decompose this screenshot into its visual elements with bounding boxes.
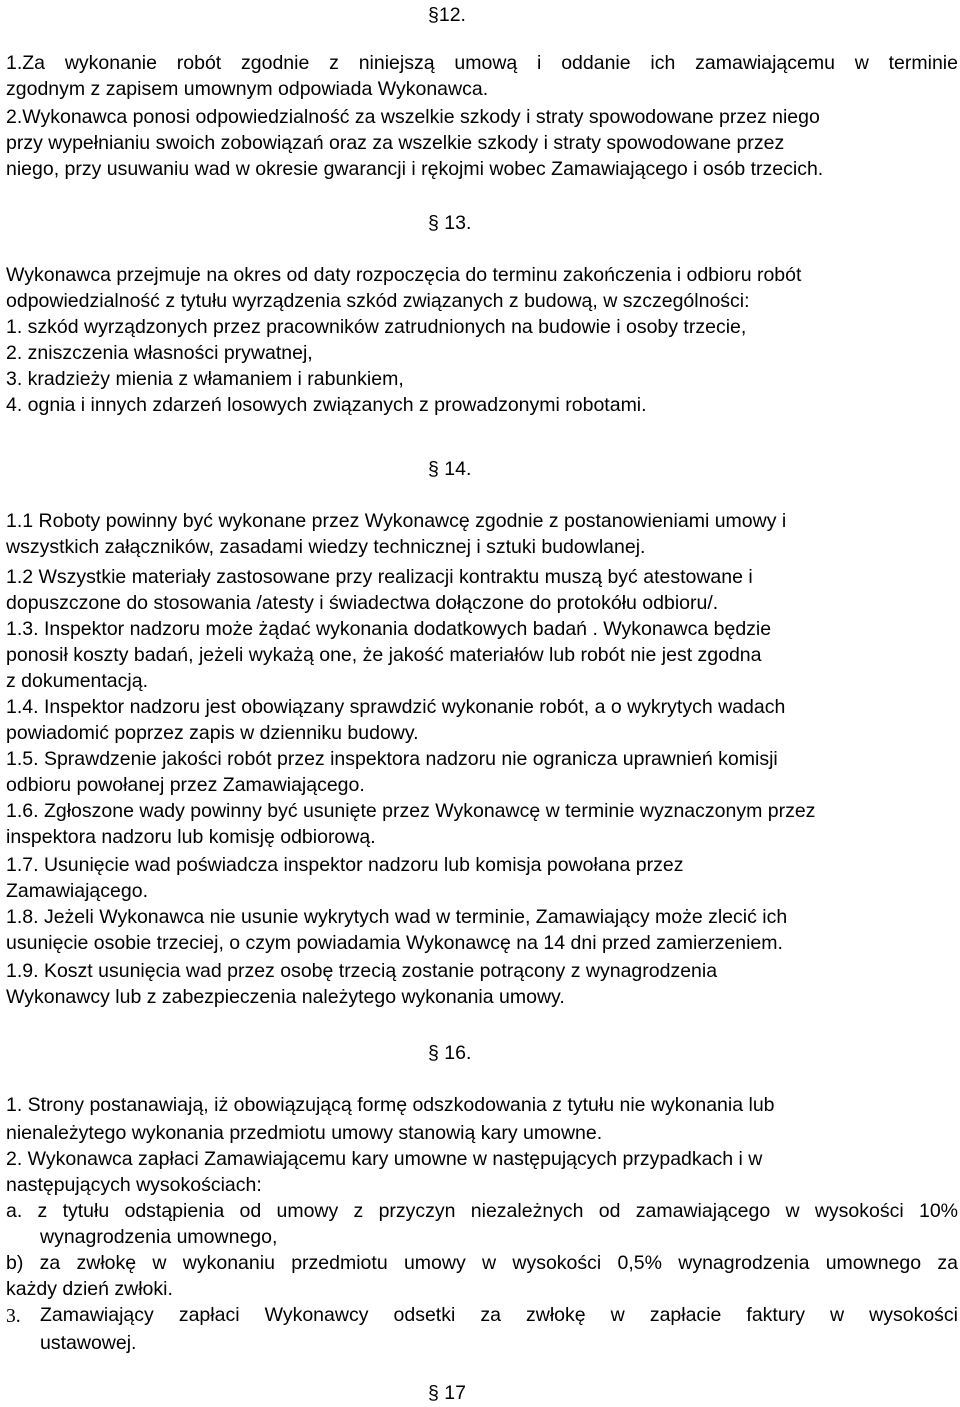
s14-line-2: wszystkich załączników, zasadami wiedzy technicznej i sztuki budowlanej. [6, 536, 646, 558]
section-17-heading: § 17 [428, 1382, 466, 1404]
s14-line-6: ponosił koszty badań, jeżeli wykażą one, że jakość materiałów lub robót nie jest zgodna [6, 644, 762, 666]
section-13-heading: § 13. [428, 212, 472, 234]
s16-line-2: nienależytego wykonania przedmiotu umowy stanowią kary umowne. [6, 1122, 603, 1144]
s14-line-13: inspektora nadzoru lub komisję odbiorową. [6, 826, 376, 848]
s16-item-3-line-2: ustawowej. [40, 1332, 137, 1354]
s13-line-2: odpowiedzialność z tytułu wyrządzenia szkód związanych z budową, w szczególności: [6, 290, 750, 312]
s16-item-3-line-1: Zamawiający zapłaci Wykonawcy odsetki za zwłokę w zapłacie faktury w wysokości [40, 1304, 958, 1326]
s13-item-2: 2. zniszczenia własności prywatnej, [6, 342, 313, 364]
s16-line-3: 2. Wykonawca zapłaci Zamawiającemu kary umowne w następujących przypadkach i w [6, 1148, 763, 1170]
s14-line-17: usunięcie osobie trzeciej, o czym powiadamia Wykonawcę na 14 dni przed zamierzeniem. [6, 932, 783, 954]
s16-item-b-line-2: każdy dzień zwłoki. [6, 1278, 173, 1300]
s14-line-8: 1.4. Inspektor nadzoru jest obowiązany sprawdzić wykonanie robót, a o wykrytych wadach [6, 696, 786, 718]
s14-line-11: odbioru powołanej przez Zamawiającego. [6, 774, 365, 796]
s14-line-4: dopuszczone do stosowania /atesty i świadectwa dołączone do protokółu odbioru/. [6, 592, 719, 614]
s14-line-7: z dokumentacją. [6, 670, 148, 692]
s14-line-3: 1.2 Wszystkie materiały zastosowane przy realizacji kontraktu muszą być atestowane i [6, 566, 753, 588]
s16-line-1: 1. Strony postanawiają, iż obowiązującą formę odszkodowania z tytułu nie wykonania lub [6, 1094, 775, 1116]
s14-line-15: Zamawiającego. [6, 880, 148, 902]
s14-line-14: 1.7. Usunięcie wad poświadcza inspektor nadzoru lub komisja powołana przez [6, 854, 684, 876]
s13-line-1: Wykonawca przejmuje na okres od daty rozpoczęcia do terminu zakończenia i odbioru robót [6, 264, 802, 286]
section-16-heading: § 16. [428, 1042, 472, 1064]
s12-line-3: 2.Wykonawca ponosi odpowiedzialność za wszelkie szkody i straty spowodowane przez niego [6, 106, 820, 128]
s14-line-18: 1.9. Koszt usunięcia wad przez osobę trzecią zostanie potrącony z wynagrodzenia [6, 960, 718, 982]
s14-line-12: 1.6. Zgłoszone wady powinny być usunięte przez Wykonawcę w terminie wyznaczonym przez [6, 800, 816, 822]
s14-line-19: Wykonawcy lub z zabezpieczenia należytego wykonania umowy. [6, 986, 565, 1008]
s12-line-1: 1.Za wykonanie robót zgodnie z niniejszą umową i oddanie ich zamawiającemu w terminie [6, 52, 958, 74]
s16-item-a-line-2: wynagrodzenia umownego, [40, 1226, 278, 1248]
s13-item-3: 3. kradzieży mienia z włamaniem i rabunkiem, [6, 368, 404, 390]
s16-item-a-line-1: a. z tytułu odstąpienia od umowy z przyczyn niezależnych od zamawiającego w wysokości 10% [6, 1200, 958, 1222]
s14-line-10: 1.5. Sprawdzenie jakości robót przez inspektora nadzoru nie ogranicza uprawnień komisji [6, 748, 778, 770]
s16-line-4: następujących wysokościach: [6, 1174, 262, 1196]
s14-line-16: 1.8. Jeżeli Wykonawca nie usunie wykrytych wad w terminie, Zamawiający może zlecić ich [6, 906, 788, 928]
s14-line-5: 1.3. Inspektor nadzoru może żądać wykonania dodatkowych badań . Wykonawca będzie [6, 618, 772, 640]
s16-item-b-line-1: b) za zwłokę w wykonaniu przedmiotu umowy w wysokości 0,5% wynagrodzenia umownego za [6, 1252, 958, 1274]
s13-item-4: 4. ognia i innych zdarzeń losowych związanych z prowadzonymi robotami. [6, 394, 647, 416]
s14-line-1: 1.1 Roboty powinny być wykonane przez Wykonawcę zgodnie z postanowieniami umowy i [6, 510, 787, 532]
section-14-heading: § 14. [428, 458, 472, 480]
s14-line-9: powiadomić poprzez zapis w dzienniku budowy. [6, 722, 419, 744]
s12-line-5: niego, przy usuwaniu wad w okresie gwarancji i rękojmi wobec Zamawiającego i osób trzecich. [6, 158, 824, 180]
s12-line-4: przy wypełnianiu swoich zobowiązań oraz za wszelkie szkody i straty spowodowane przez [6, 132, 785, 154]
s12-line-2: zgodnym z zapisem umownym odpowiada Wykonawca. [6, 78, 489, 100]
section-12-heading: §12. [428, 4, 466, 26]
s16-item-3-number: 3. [6, 1306, 21, 1327]
s13-item-1: 1. szkód wyrządzonych przez pracowników zatrudnionych na budowie i osoby trzecie, [6, 316, 747, 338]
